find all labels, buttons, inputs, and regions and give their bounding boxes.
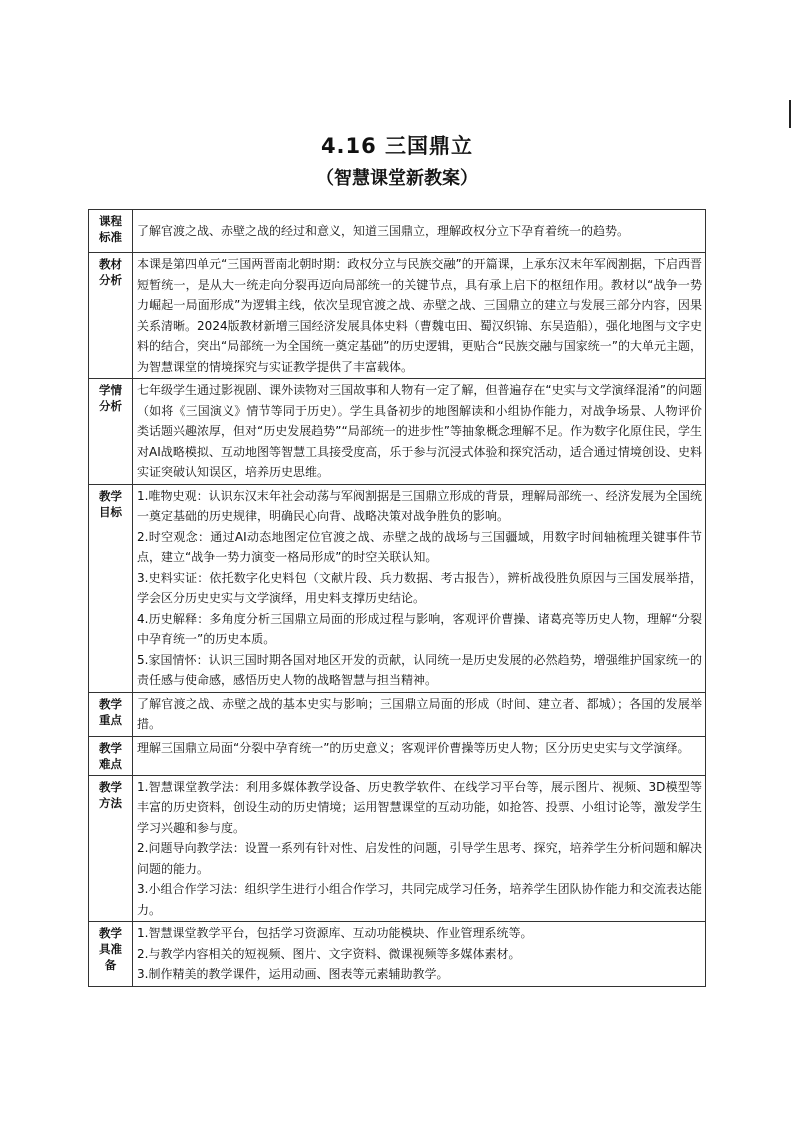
page-subtitle: （智慧课堂新教案） — [316, 168, 478, 189]
goal-item: 5.家国情怀：认识三国时期各国对地区开发的贡献，认同统一是历史发展的必然趋势，增强维护国家统一的责任感与使命感，感悟历史人物的战略智慧与担当精神。 — [137, 652, 702, 687]
lesson-plan-table — [88, 209, 706, 987]
label-line: 教学 — [99, 926, 122, 940]
content-student-analysis — [133, 379, 706, 485]
label-line: 难点 — [99, 756, 122, 771]
label-line: 分析 — [99, 273, 122, 287]
label-line: 标准 — [99, 230, 122, 244]
row-student-analysis — [89, 379, 706, 485]
paragraph: 七年级学生通过影视剧、课外读物对三国故事和人物有一定了解，但普遍存在“史实与文学演绎混淆”的问题（如将《三国演义》情节等同于历史）。学生具备初步的地图解读和小组协作能力，对战争场景、人物评价类话题兴趣浓厚，但对“历史发展趋势”“局部统一的进步性”等抽象概念理解不足。作为数字化原住民，学生对AI战略模拟、互动地图等智慧工具接受度高，乐于参与沉浸式体验和探究活动，适合通过情境创设、史料实证突破认知误区，培养历史思维。 — [137, 383, 702, 479]
row-course-standard — [89, 210, 706, 253]
goal-item: 4.历史解释：多角度分析三国鼎立局面的形成过程与影响，客观评价曹操、诸葛亮等历史人物，理解“分裂中孕育统一”的历史本质。 — [137, 611, 702, 646]
content-course-standard — [133, 210, 706, 253]
row-teaching-methods — [89, 775, 706, 922]
label-key-points — [89, 692, 133, 736]
content-preparation — [133, 922, 706, 987]
preparation-item: 1.智慧课堂教学平台，包括学习资源库、互动功能模块、作业管理系统等。 — [137, 926, 533, 940]
goal-item: 3.史料实证：依托数字化史料包（文献片段、兵力数据、考古报告），辨析战役胜负原因与三国发展举措，学会区分历史史实与文学演绎，用史料支撑历史结论。 — [137, 570, 702, 605]
page-edge-mark — [789, 100, 791, 128]
label-preparation — [89, 922, 133, 987]
row-material-analysis — [89, 253, 706, 379]
row-teaching-goals — [89, 484, 706, 692]
preparation-item: 2.与教学内容相关的短视频、图片、文字资料、微课视频等多媒体素材。 — [137, 946, 521, 961]
content-material-analysis — [133, 253, 706, 379]
label-line: 方法 — [99, 795, 122, 810]
label-difficulties — [89, 736, 133, 775]
row-preparation — [89, 922, 706, 987]
paragraph: 了解官渡之战、赤壁之战的基本史实与影响；三国鼎立局面的形成（时间、建立者、都城）；各国的发展举措。 — [137, 696, 702, 731]
content-teaching-methods — [133, 775, 706, 922]
label-line: 教学 — [99, 696, 122, 711]
method-item: 2.问题导向教学法：设置一系列有针对性、启发性的问题，引导学生思考、探究，培养学生分析问题和解决问题的能力。 — [137, 841, 702, 876]
method-item: 3.小组合作学习法：组织学生进行小组合作学习，共同完成学习任务，培养学生团队协作能力和交流表达能力。 — [137, 882, 702, 917]
content-teaching-goals — [133, 484, 706, 692]
label-line: 备 — [104, 958, 117, 972]
row-key-points — [89, 692, 706, 736]
label-course-standard — [89, 210, 133, 253]
label-line: 目标 — [99, 504, 122, 519]
goal-item: 2.时空观念：通过AI动态地图定位官渡之战、赤壁之战的战场与三国疆域，用数字时间轴梳理关键事件节点，建立“战争一势力演变一格局形成”的时空关联认知。 — [137, 529, 702, 564]
page-title: 4.16 三国鼎立 — [320, 134, 474, 158]
label-material-analysis — [89, 253, 133, 379]
label-line: 教学 — [99, 740, 122, 755]
label-teaching-methods — [89, 775, 133, 922]
label-line: 重点 — [99, 712, 122, 727]
preparation-item: 3.制作精美的教学课件，运用动画、图表等元素辅助教学。 — [137, 967, 449, 981]
label-line: 教材 — [99, 257, 122, 271]
label-line: 课程 — [99, 214, 122, 228]
paragraph: 了解官渡之战、赤壁之战的经过和意义，知道三国鼎立，理解政权分立下孕育着统一的趋势。 — [137, 223, 630, 238]
goal-item: 1.唯物史观：认识东汉末年社会动荡与军阀割据是三国鼎立形成的背景，理解局部统一、经济发展为全国统一奠定基础的历史规律，明确民心向背、战略决策对战争胜负的影响。 — [137, 488, 702, 523]
content-key-points — [133, 692, 706, 736]
label-line: 教学 — [99, 488, 122, 503]
label-line: 具准 — [99, 942, 122, 956]
label-line: 学情 — [99, 383, 122, 397]
label-line: 分析 — [99, 399, 122, 413]
label-line: 教学 — [99, 779, 122, 794]
content-difficulties — [133, 736, 706, 775]
label-student-analysis — [89, 379, 133, 485]
paragraph: 本课是第四单元“三国两晋南北朝时期：政权分立与民族交融”的开篇课，上承东汉末年军阀割据，下启西晋短暂统一，是从大一统走向分裂再迈向局部统一的关键节点，具有承上启下的枢纽作用。教材以“战争一势力崛起一局面形成”为逻辑主线，依次呈现官渡之战、赤壁之战、三国鼎立的建立与发展三部分内容，因果关系清晰。2024版教材新增三国经济发展具体史料（曹魏屯田、蜀汉织锦、东吴造船），强化地图与文字史料的结合，突出“局部统一为全国统一奠定基础”的历史逻辑，更贴合“民族交融与国家统一”的大单元主题，为智慧课堂的情境探究与实证教学提供了丰富载体。 — [137, 257, 702, 374]
paragraph: 理解三国鼎立局面“分裂中孕育统一”的历史意义；客观评价曹操等历史人物；区分历史史实与文学演绎。 — [137, 740, 690, 755]
row-difficulties — [89, 736, 706, 775]
label-teaching-goals — [89, 484, 133, 692]
method-item: 1.智慧课堂教学法：利用多媒体教学设备、历史教学软件、在线学习平台等，展示图片、视频、3D模型等丰富的历史资料，创设生动的历史情境；运用智慧课堂的互动功能，如抢答、投票、小组讨论等，激发学生学习兴趣和参与度。 — [137, 779, 702, 835]
